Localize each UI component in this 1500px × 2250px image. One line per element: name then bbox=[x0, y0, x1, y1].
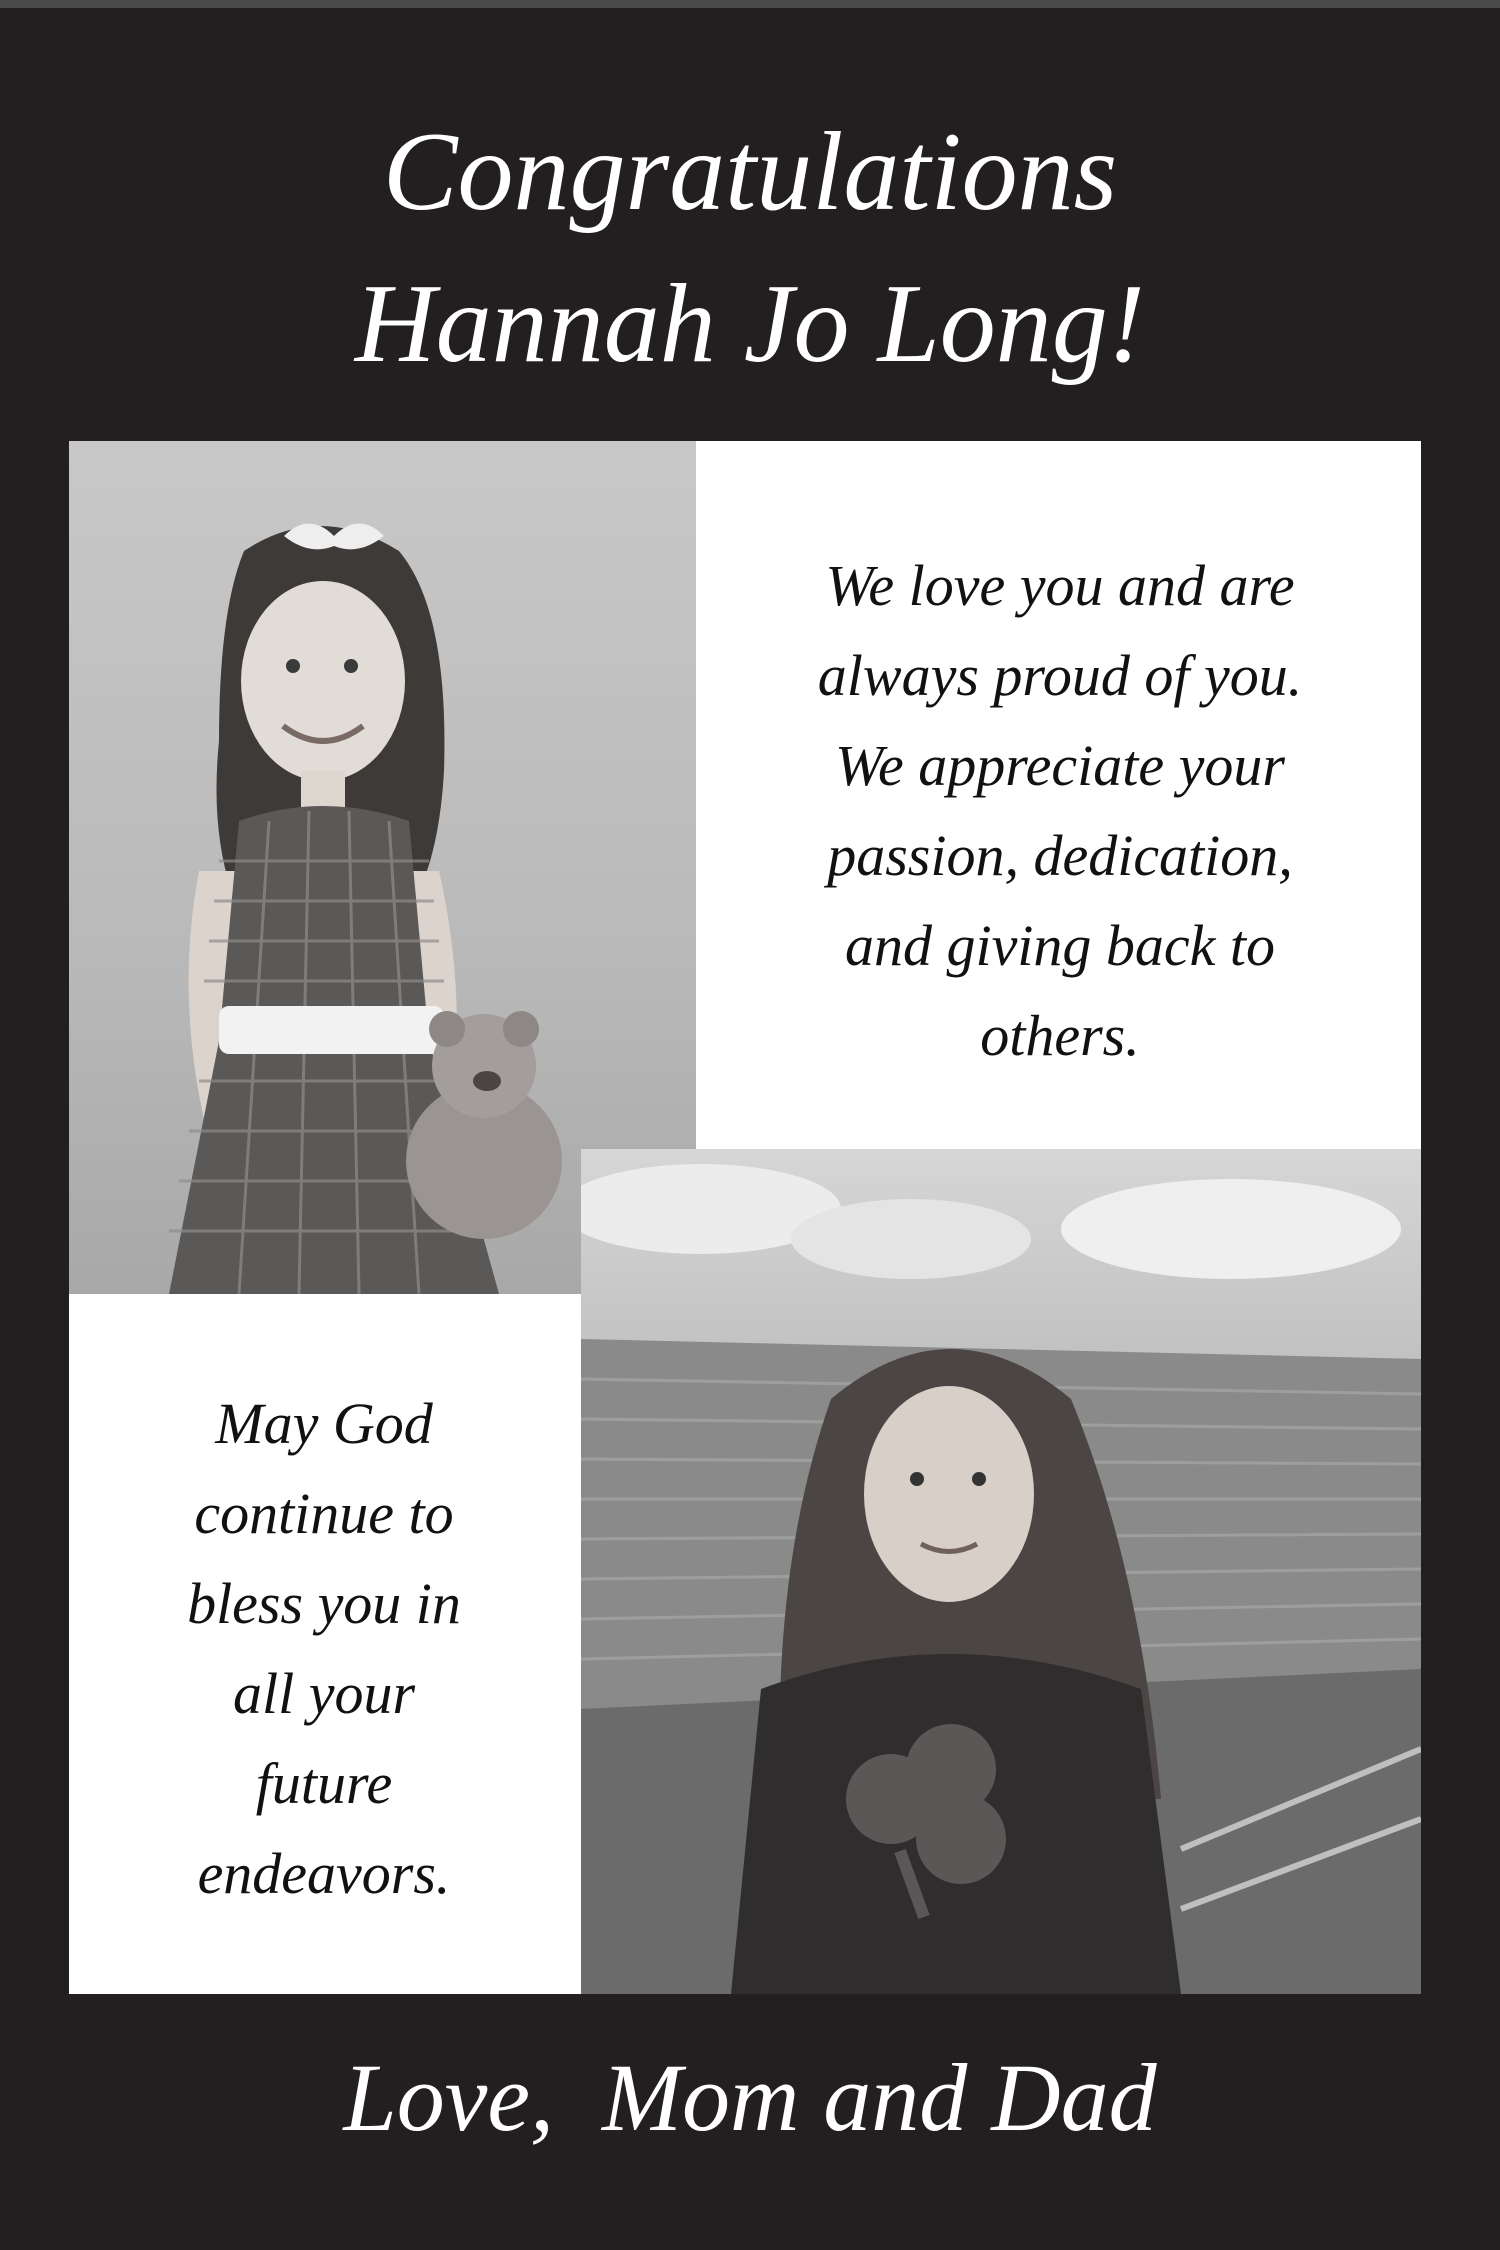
photo-collage bbox=[69, 441, 1421, 1994]
message-line: others. bbox=[980, 1003, 1140, 1068]
headline-line-1: Congratulations bbox=[382, 110, 1118, 234]
stadium-photo bbox=[581, 1149, 1421, 1994]
message-love-proud bbox=[699, 541, 1421, 1081]
message-line: passion, dedication, bbox=[827, 823, 1293, 888]
message-line: always proud of you. bbox=[817, 643, 1303, 708]
message-line: future bbox=[255, 1751, 393, 1816]
message-blessing bbox=[69, 1379, 579, 1919]
message-line: all your bbox=[232, 1661, 416, 1726]
headline bbox=[0, 96, 1500, 400]
message-line: and giving back to bbox=[844, 913, 1276, 978]
message-line: May God bbox=[215, 1391, 433, 1456]
message-line: bless you in bbox=[187, 1571, 461, 1636]
message-line: We appreciate your bbox=[835, 733, 1285, 798]
message-line: endeavors. bbox=[197, 1841, 451, 1906]
message-line: continue to bbox=[194, 1481, 454, 1546]
top-border bbox=[0, 0, 1500, 8]
message-line: We love you and are bbox=[825, 553, 1295, 618]
signature: Love, Mom and Dad bbox=[343, 2044, 1157, 2151]
headline-line-2: Hannah Jo Long! bbox=[354, 262, 1146, 386]
